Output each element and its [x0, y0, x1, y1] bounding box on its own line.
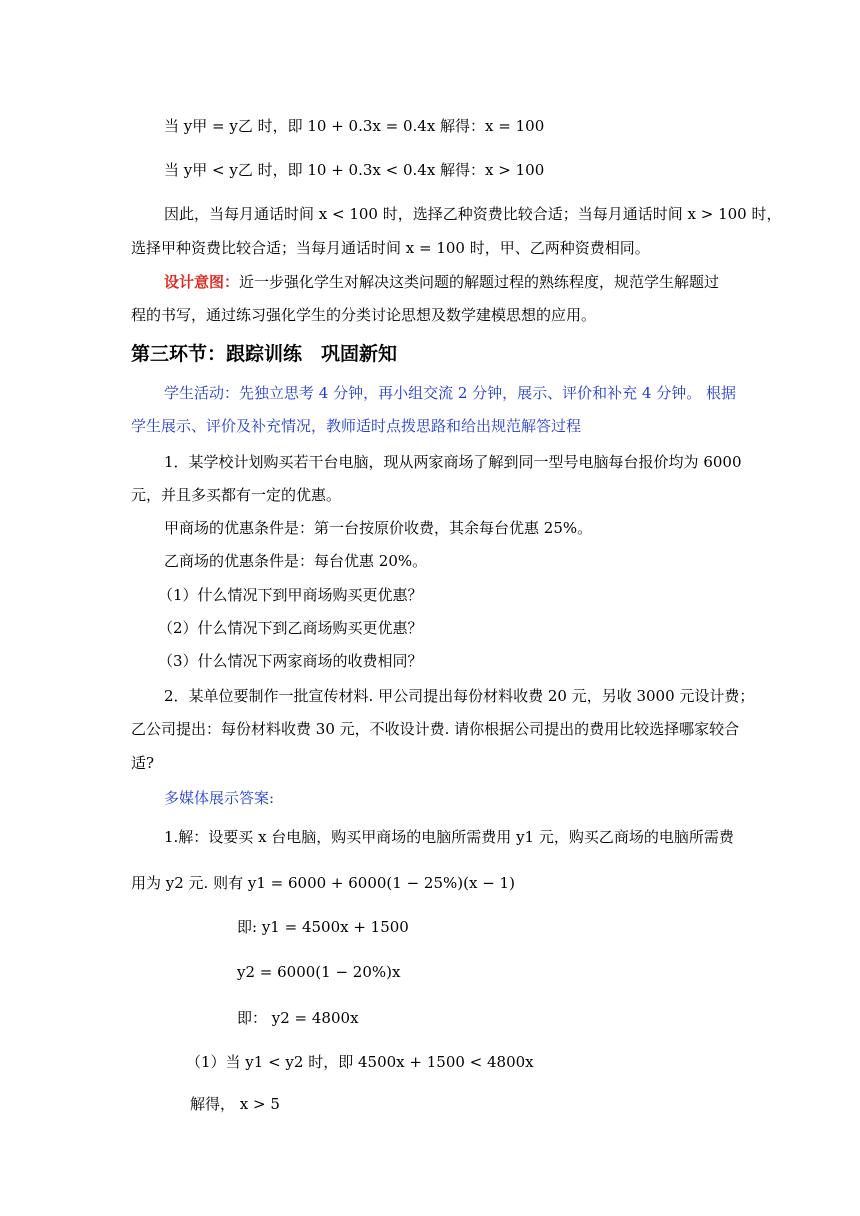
line-mall-b-condition: 乙商场的优惠条件是：每台优惠 20%。 — [164, 552, 428, 570]
design-intent-label: 设计意图： — [164, 273, 240, 291]
line-problem2-3: 适? — [131, 754, 155, 772]
line-question-1: （1）什么情况下到甲商场购买更优惠？ — [158, 586, 423, 604]
line-design-intent — [164, 272, 719, 292]
line-answer-label: 多媒体展示答案: — [164, 789, 275, 807]
line-conclusion-2: 选择甲种资费比较合适；当每月通话时间 x = 100 时，甲、乙两种资费相同。 — [131, 239, 650, 257]
line-problem2-2: 乙公司提出：每份材料收费 30 元，不收设计费. 请你根据公司提出的费用比较选择哪家较合 — [131, 720, 740, 738]
line-solution-y2-simplified: 即： y2 = 4800x — [237, 1009, 359, 1027]
line-solution-1: 1.解：设要买 x 台电脑，购买甲商场的电脑所需费用 y1 元，购买乙商场的电脑所需费 — [164, 828, 734, 846]
line-solution-y2: y2 = 6000(1 − 20%)x — [237, 963, 401, 981]
line-conclusion-1: 因此，当每月通话时间 x < 100 时，选择乙种资费比较合适；当每月通话时间 x > 100 时， — [164, 205, 782, 223]
section-heading: 第三环节：跟踪训练 巩固新知 — [131, 343, 398, 365]
line-student-activity-2: 学生展示、评价及补充情况，教师适时点拨思路和给出规范解答过程 — [131, 417, 582, 435]
line-question-3: （3）什么情况下两家商场的收费相同？ — [158, 652, 423, 670]
line-solution-y1: 即: y1 = 4500x + 1500 — [237, 918, 409, 936]
line-case-1-result: 解得， x > 5 — [190, 1095, 280, 1113]
line-question-2: （2）什么情况下到乙商场购买更优惠？ — [158, 619, 423, 637]
line-problem2: 2．某单位要制作一批宣传材料. 甲公司提出每份材料收费 20 元，另收 3000 元设计费； — [164, 687, 755, 705]
line-mall-a-condition: 甲商场的优惠条件是：第一台按原价收费，其余每台优惠 25%。 — [164, 519, 593, 537]
design-intent-text: 近一步强化学生对解决这类问题的解题过程的熟练程度，规范学生解题过 — [239, 273, 720, 291]
line-condition-less: 当 y甲 < y乙 时，即 10 + 0.3x < 0.4x 解得：x > 100 — [164, 161, 545, 179]
line-problem1: 1．某学校计划购买若干台电脑，现从两家商场了解到同一型号电脑每台报价均为 6000 — [164, 453, 742, 471]
line-problem1-2: 元，并且多买都有一定的优惠。 — [131, 486, 342, 504]
line-case-1: （1）当 y1 < y2 时，即 4500x + 1500 < 4800x — [186, 1053, 534, 1071]
line-solution-2: 用为 y2 元. 则有 y1 = 6000 + 6000(1 − 25%)(x − 1) — [131, 874, 515, 892]
line-student-activity: 学生活动：先独立思考 4 分钟，再小组交流 2 分钟，展示、评价和补充 4 分钟。 根据 — [164, 384, 737, 402]
line-condition-equal: 当 y甲 = y乙 时，即 10 + 0.3x = 0.4x 解得：x = 100 — [164, 117, 545, 135]
line-design-intent-2: 程的书写，通过练习强化学生的分类讨论思想及数学建模思想的应用。 — [131, 306, 597, 324]
